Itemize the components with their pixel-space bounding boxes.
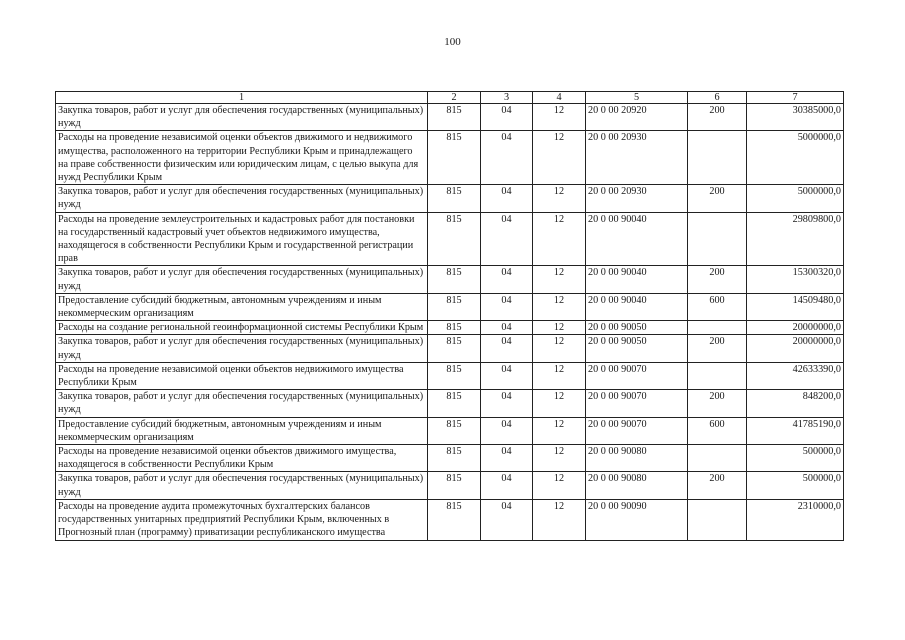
- row-code-5: 20 0 00 90080: [586, 445, 688, 472]
- row-description: Расходы на проведение независимой оценки объектов движимого имущества, находящегося в собственности Республики Крым: [56, 445, 428, 472]
- table-row: [56, 293, 844, 320]
- table-row: [56, 362, 844, 389]
- row-code-3: 04: [481, 321, 533, 335]
- row-code-4: 12: [533, 390, 586, 417]
- row-code-3: 04: [481, 499, 533, 540]
- row-description: Закупка товаров, работ и услуг для обеспечения государственных (муниципальных) нужд: [56, 335, 428, 362]
- row-code-3: 04: [481, 362, 533, 389]
- row-amount: 500000,0: [747, 472, 844, 499]
- header-col-5: 5: [586, 92, 688, 104]
- row-code-4: 12: [533, 445, 586, 472]
- row-code-3: 04: [481, 417, 533, 444]
- row-code-5: 20 0 00 90080: [586, 472, 688, 499]
- row-code-2: 815: [428, 185, 481, 212]
- row-code-6: 200: [688, 390, 747, 417]
- table-body: [56, 104, 844, 541]
- row-code-6: 200: [688, 472, 747, 499]
- row-code-2: 815: [428, 266, 481, 293]
- header-col-6: 6: [688, 92, 747, 104]
- row-amount: 848200,0: [747, 390, 844, 417]
- table-row: [56, 472, 844, 499]
- row-code-6: 200: [688, 335, 747, 362]
- row-code-2: 815: [428, 362, 481, 389]
- row-code-5: 20 0 00 90050: [586, 335, 688, 362]
- row-code-3: 04: [481, 472, 533, 499]
- row-description: Расходы на проведение аудита промежуточных бухгалтерских балансов государственных унитарных предприятий Республики Крым, включенных в Прогнозный план (программу) приватизации республиканского имущества: [56, 499, 428, 540]
- row-code-6: 600: [688, 293, 747, 320]
- table-row: [56, 445, 844, 472]
- row-code-6: [688, 362, 747, 389]
- row-description: Закупка товаров, работ и услуг для обеспечения государственных (муниципальных) нужд: [56, 185, 428, 212]
- row-code-4: 12: [533, 321, 586, 335]
- row-code-2: 815: [428, 212, 481, 266]
- budget-table: [55, 91, 844, 541]
- row-code-6: [688, 499, 747, 540]
- table-row: [56, 104, 844, 131]
- row-code-5: 20 0 00 90040: [586, 293, 688, 320]
- row-description: Расходы на создание региональной геоинформационной системы Республики Крым: [56, 321, 428, 335]
- row-description: Закупка товаров, работ и услуг для обеспечения государственных (муниципальных) нужд: [56, 472, 428, 499]
- table-row: [56, 185, 844, 212]
- row-code-6: 200: [688, 185, 747, 212]
- table-row: [56, 212, 844, 266]
- row-code-4: 12: [533, 499, 586, 540]
- row-description: Расходы на проведение землеустроительных и кадастровых работ для постановки на государственный кадастровый учет объектов недвижимого имущества, находящегося в собственности Республики Крым и государственной регистрации прав: [56, 212, 428, 266]
- row-description: Закупка товаров, работ и услуг для обеспечения государственных (муниципальных) нужд: [56, 104, 428, 131]
- row-code-2: 815: [428, 131, 481, 185]
- row-code-5: 20 0 00 20920: [586, 104, 688, 131]
- row-code-4: 12: [533, 293, 586, 320]
- table-row: [56, 390, 844, 417]
- row-code-3: 04: [481, 266, 533, 293]
- row-description: Расходы на проведение независимой оценки объектов недвижимого имущества Республики Крым: [56, 362, 428, 389]
- header-col-4: 4: [533, 92, 586, 104]
- row-code-2: 815: [428, 335, 481, 362]
- row-code-3: 04: [481, 335, 533, 362]
- row-code-4: 12: [533, 417, 586, 444]
- table-row: [56, 131, 844, 185]
- header-col-2: 2: [428, 92, 481, 104]
- row-code-4: 12: [533, 472, 586, 499]
- row-code-6: [688, 212, 747, 266]
- row-code-5: 20 0 00 20930: [586, 131, 688, 185]
- page-number: 100: [444, 36, 461, 48]
- row-code-4: 12: [533, 335, 586, 362]
- table-row: [56, 321, 844, 335]
- header-col-7: 7: [747, 92, 844, 104]
- row-code-5: 20 0 00 90040: [586, 212, 688, 266]
- header-col-3: 3: [481, 92, 533, 104]
- row-code-5: 20 0 00 90090: [586, 499, 688, 540]
- row-code-3: 04: [481, 104, 533, 131]
- row-code-3: 04: [481, 185, 533, 212]
- row-description: Предоставление субсидий бюджетным, автономным учреждениям и иным некоммерческим организациям: [56, 293, 428, 320]
- row-amount: 20000000,0: [747, 321, 844, 335]
- row-code-3: 04: [481, 293, 533, 320]
- row-code-2: 815: [428, 293, 481, 320]
- row-amount: 29809800,0: [747, 212, 844, 266]
- row-code-4: 12: [533, 185, 586, 212]
- row-amount: 15300320,0: [747, 266, 844, 293]
- row-code-2: 815: [428, 321, 481, 335]
- row-code-2: 815: [428, 390, 481, 417]
- row-description: Закупка товаров, работ и услуг для обеспечения государственных (муниципальных) нужд: [56, 390, 428, 417]
- row-code-3: 04: [481, 131, 533, 185]
- row-amount: 500000,0: [747, 445, 844, 472]
- row-code-2: 815: [428, 445, 481, 472]
- row-amount: 41785190,0: [747, 417, 844, 444]
- row-code-5: 20 0 00 90070: [586, 417, 688, 444]
- row-code-5: 20 0 00 90070: [586, 390, 688, 417]
- row-code-6: [688, 321, 747, 335]
- row-code-2: 815: [428, 499, 481, 540]
- row-amount: 20000000,0: [747, 335, 844, 362]
- row-description: Закупка товаров, работ и услуг для обеспечения государственных (муниципальных) нужд: [56, 266, 428, 293]
- table-row: [56, 266, 844, 293]
- row-code-3: 04: [481, 212, 533, 266]
- row-code-4: 12: [533, 131, 586, 185]
- row-code-6: 200: [688, 104, 747, 131]
- row-code-4: 12: [533, 362, 586, 389]
- row-code-2: 815: [428, 104, 481, 131]
- row-code-3: 04: [481, 390, 533, 417]
- row-code-5: 20 0 00 20930: [586, 185, 688, 212]
- row-description: Расходы на проведение независимой оценки объектов движимого и недвижимого имущества, расположенного на территории Республики Крым и принадлежащего на праве собственности физическим или юридическим лицам, с целью выкупа для нужд Республики Крым: [56, 131, 428, 185]
- table-row: [56, 335, 844, 362]
- table-row: [56, 417, 844, 444]
- row-amount: 5000000,0: [747, 131, 844, 185]
- row-code-3: 04: [481, 445, 533, 472]
- row-description: Предоставление субсидий бюджетным, автономным учреждениям и иным некоммерческим организациям: [56, 417, 428, 444]
- header-col-1: 1: [56, 92, 428, 104]
- row-code-4: 12: [533, 104, 586, 131]
- row-amount: 2310000,0: [747, 499, 844, 540]
- row-code-5: 20 0 00 90070: [586, 362, 688, 389]
- row-code-5: 20 0 00 90050: [586, 321, 688, 335]
- row-code-5: 20 0 00 90040: [586, 266, 688, 293]
- row-code-6: 600: [688, 417, 747, 444]
- row-code-2: 815: [428, 472, 481, 499]
- row-amount: 5000000,0: [747, 185, 844, 212]
- row-amount: 30385000,0: [747, 104, 844, 131]
- row-code-6: 200: [688, 266, 747, 293]
- header-row: [56, 92, 844, 104]
- table-row: [56, 499, 844, 540]
- row-code-4: 12: [533, 212, 586, 266]
- row-amount: 42633390,0: [747, 362, 844, 389]
- row-code-6: [688, 445, 747, 472]
- row-amount: 14509480,0: [747, 293, 844, 320]
- row-code-6: [688, 131, 747, 185]
- row-code-2: 815: [428, 417, 481, 444]
- row-code-4: 12: [533, 266, 586, 293]
